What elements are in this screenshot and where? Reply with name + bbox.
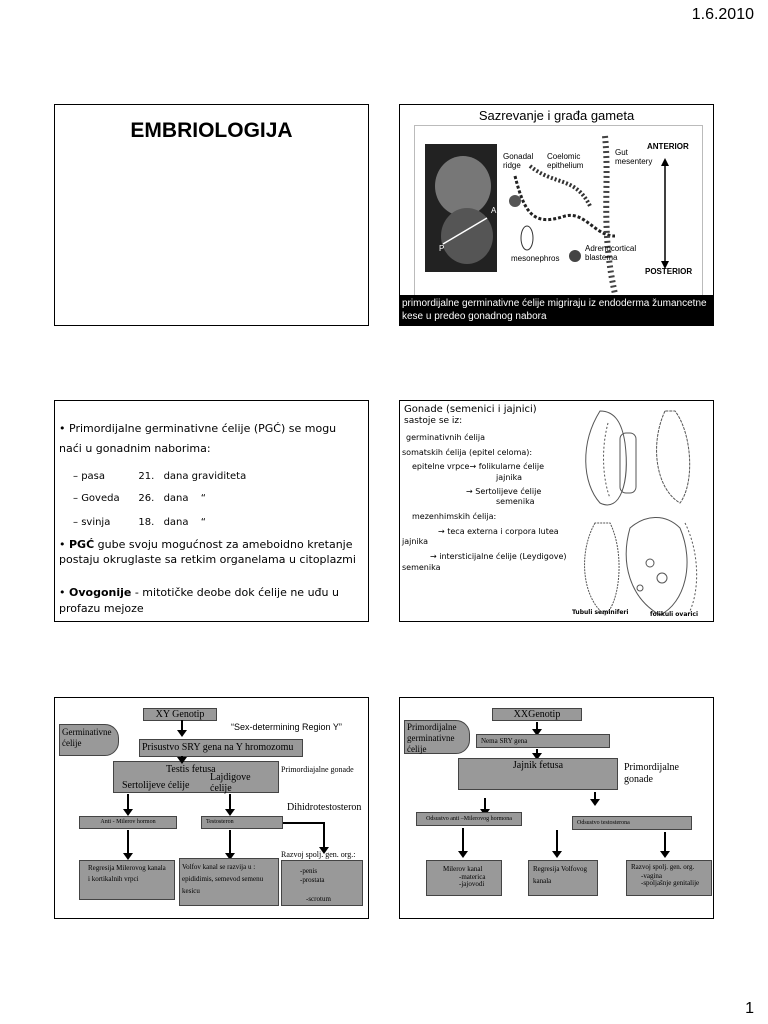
sub-row-3 bbox=[73, 517, 206, 528]
vagina-label: -vagina bbox=[641, 872, 662, 880]
slide-6 bbox=[399, 697, 714, 919]
testo-box: Testosteron bbox=[201, 816, 283, 829]
milerov-box bbox=[426, 860, 502, 896]
prostata-label: -prostata bbox=[300, 876, 325, 884]
bullet-dot: • bbox=[59, 422, 66, 435]
label-folikuli: folikuli ovarici bbox=[650, 611, 699, 618]
germ-box: Primordijalne germinativne ćelije bbox=[404, 720, 470, 754]
label-mesonephros: mesonephros bbox=[511, 254, 560, 263]
label-gonadal: Gonadal ridge bbox=[503, 152, 534, 170]
bullet-3: • Ovogonije - mitotičke deobe dok ćelije ne uđu u profazu mejoze bbox=[59, 586, 339, 615]
slide-2-caption: primordijalne germinativne ćelije migriraju iz endoderma žumancetne kese u predeo gonadnog nabora bbox=[400, 295, 713, 326]
arrow-7 bbox=[664, 832, 666, 852]
razvoj-label: Razvoj spolj. gen. org. bbox=[631, 863, 695, 871]
sub-num: 26. bbox=[138, 493, 155, 504]
arrow-4 bbox=[229, 794, 231, 810]
line-testo bbox=[283, 822, 323, 824]
arrow-3 bbox=[127, 794, 129, 810]
jajovodi-label: -jajovodi bbox=[459, 880, 485, 888]
slide-1-title: EMBRIOLOGIJA bbox=[130, 119, 293, 142]
spoljasnje-label: -spoljašnje genitalije bbox=[641, 879, 700, 887]
arrow-3 bbox=[484, 798, 486, 810]
sub-dash: – bbox=[73, 493, 78, 504]
bullet-1-text: Primordijalne germinativne ćelije (PGĆ) se mogu naći u gonadnim naborima: bbox=[59, 422, 337, 455]
embryo-diagram bbox=[414, 125, 703, 299]
s4-line5: epitelne vrpce→ folikularne ćelije bbox=[412, 462, 545, 471]
volfov-box: Volfov kanal se razvija u : epididimis, semevod semenu kesicu bbox=[179, 858, 279, 906]
s4-line12: → intersticijalne ćelije (Leydigove) bbox=[430, 552, 567, 561]
slide-5 bbox=[54, 697, 369, 919]
sub-text: dana bbox=[163, 517, 189, 528]
arrow-6 bbox=[127, 830, 129, 854]
sub-mark: “ bbox=[200, 493, 206, 504]
s4-line2: sastoje se iz: bbox=[404, 416, 463, 426]
nema-box: Nema SRY gena bbox=[476, 734, 610, 748]
amh-box: Anti - Milerov hormon bbox=[79, 816, 177, 829]
s4-line11: jajnika bbox=[402, 537, 429, 546]
s4-line7: → Sertolijeve ćelije bbox=[466, 487, 542, 496]
arrow-6 bbox=[556, 830, 558, 852]
label-posterior: POSTERIOR bbox=[645, 267, 693, 276]
jajnik-box: Jajnik fetusa bbox=[458, 758, 618, 790]
page-date: 1.6.2010 bbox=[691, 6, 754, 23]
sub-animal: pasa bbox=[81, 471, 106, 482]
sub-animal: svinja bbox=[81, 517, 111, 528]
sub-dash: – bbox=[73, 517, 78, 528]
label-anterior: ANTERIOR bbox=[647, 142, 689, 151]
label-adreno: Adrenocortical blastema bbox=[585, 244, 637, 262]
s4-line1: Gonade (semenici i jajnici) bbox=[404, 404, 537, 415]
slide-2-title: Sazrevanje i građa gameta bbox=[478, 108, 635, 123]
sertoli-label: Sertolijeve ćelije bbox=[122, 780, 190, 791]
label-a: A bbox=[491, 206, 497, 215]
materica-label: -materica bbox=[459, 873, 486, 881]
arrow-2 bbox=[536, 749, 538, 754]
arrow-5 bbox=[462, 828, 464, 852]
bullet-2-text: gube svoju mogućnost za ameboidno kretanje postaju okruglaste sa retkim organelama u citoplazmi bbox=[59, 538, 356, 566]
page-number: 1 bbox=[745, 1000, 754, 1017]
slide-3 bbox=[54, 400, 369, 622]
genotype-box: XY Genotip bbox=[143, 708, 217, 721]
sub-num: 18. bbox=[138, 517, 155, 528]
arrow-7 bbox=[229, 830, 231, 854]
regresija-box: Regresija Volfovog kanala bbox=[528, 860, 598, 896]
s4-line10: → teca externa i corpora lutea bbox=[438, 527, 559, 536]
razvoj-box bbox=[626, 860, 712, 896]
testis-label: Testis fetusa bbox=[166, 764, 216, 775]
arrow-4 bbox=[594, 792, 596, 800]
label-coelomic: Coelomic epithelium bbox=[547, 152, 584, 170]
razvoj-box bbox=[281, 860, 363, 906]
scrotum-label: -scrotum bbox=[306, 895, 331, 903]
odsustvo-test-box: Odsustvo testosterona bbox=[572, 816, 692, 830]
bullet-3-bold: Ovogonije bbox=[69, 586, 132, 599]
s4-line8: semenika bbox=[496, 497, 535, 506]
slide-4 bbox=[399, 400, 714, 622]
genotype-box: XXGenotip bbox=[492, 708, 582, 721]
sdr-label: “Sex-determining Region Y” bbox=[231, 722, 342, 732]
sub-num: 21. bbox=[138, 471, 155, 482]
milerov-label: Milerov kanal bbox=[443, 865, 483, 873]
bullet-3-text: - mitotičke deobe dok ćelije ne uđu u profazu mejoze bbox=[59, 586, 339, 615]
regresija-box: Regresija Milerovog kanala i kortikalnih vrpci bbox=[79, 860, 175, 900]
dht-label: Dihidrotestosteron bbox=[287, 802, 362, 813]
arrow-1 bbox=[181, 720, 183, 731]
sub-mark: “ bbox=[200, 517, 206, 528]
sub-row-1 bbox=[73, 471, 246, 482]
label-tubuli: Tubuli seminiferi bbox=[572, 609, 629, 616]
s4-line9: mezenhimskih ćelija: bbox=[412, 512, 497, 521]
sub-animal: Goveda bbox=[81, 493, 120, 504]
bullet-1 bbox=[59, 419, 359, 459]
sry-box: Prisustvo SRY gena na Y hromozomu bbox=[139, 739, 303, 757]
slide-1 bbox=[54, 104, 369, 326]
germ-box: Germinativne ćelije bbox=[59, 724, 119, 756]
bullet-2-bold: PGĆ bbox=[69, 538, 95, 551]
sub-dash: – bbox=[73, 471, 78, 482]
s4-line6: jajnika bbox=[496, 473, 523, 482]
label-gut: Gut mesentery bbox=[615, 148, 653, 166]
arrow-2 bbox=[181, 756, 183, 758]
arrow-1 bbox=[536, 722, 538, 730]
primordial-label: Primordijalne gonade bbox=[624, 762, 679, 785]
lajdig-label: Lajdigove ćelije bbox=[210, 772, 251, 794]
s4-line3: germinativnih ćelija bbox=[406, 433, 486, 442]
label-p: P bbox=[439, 244, 445, 253]
histology-drawings bbox=[570, 403, 714, 619]
testis-box bbox=[113, 761, 279, 793]
bullet-2: • PGĆ gube svoju mogućnost za ameboidno kretanje postaju okruglaste sa retkim organelama u citoplazmi bbox=[59, 538, 356, 566]
razvoj-label: Razvoj spolj. gen. org.: bbox=[281, 850, 356, 859]
s4-line4: somatskih ćelija (epitel celoma): bbox=[402, 448, 533, 457]
primordial-label: Primordiajalne gonade bbox=[281, 765, 354, 774]
slide-2 bbox=[399, 104, 714, 326]
arrow-5 bbox=[323, 822, 325, 848]
sub-text: dana bbox=[163, 493, 189, 504]
sub-text: dana graviditeta bbox=[163, 471, 247, 482]
sub-row-2 bbox=[73, 493, 206, 504]
odsustvo-amh-box: Odsustvo anti –Milerovog hormona bbox=[416, 812, 522, 826]
s4-line13: semenika bbox=[402, 563, 441, 572]
penis-label: -penis bbox=[300, 867, 318, 875]
